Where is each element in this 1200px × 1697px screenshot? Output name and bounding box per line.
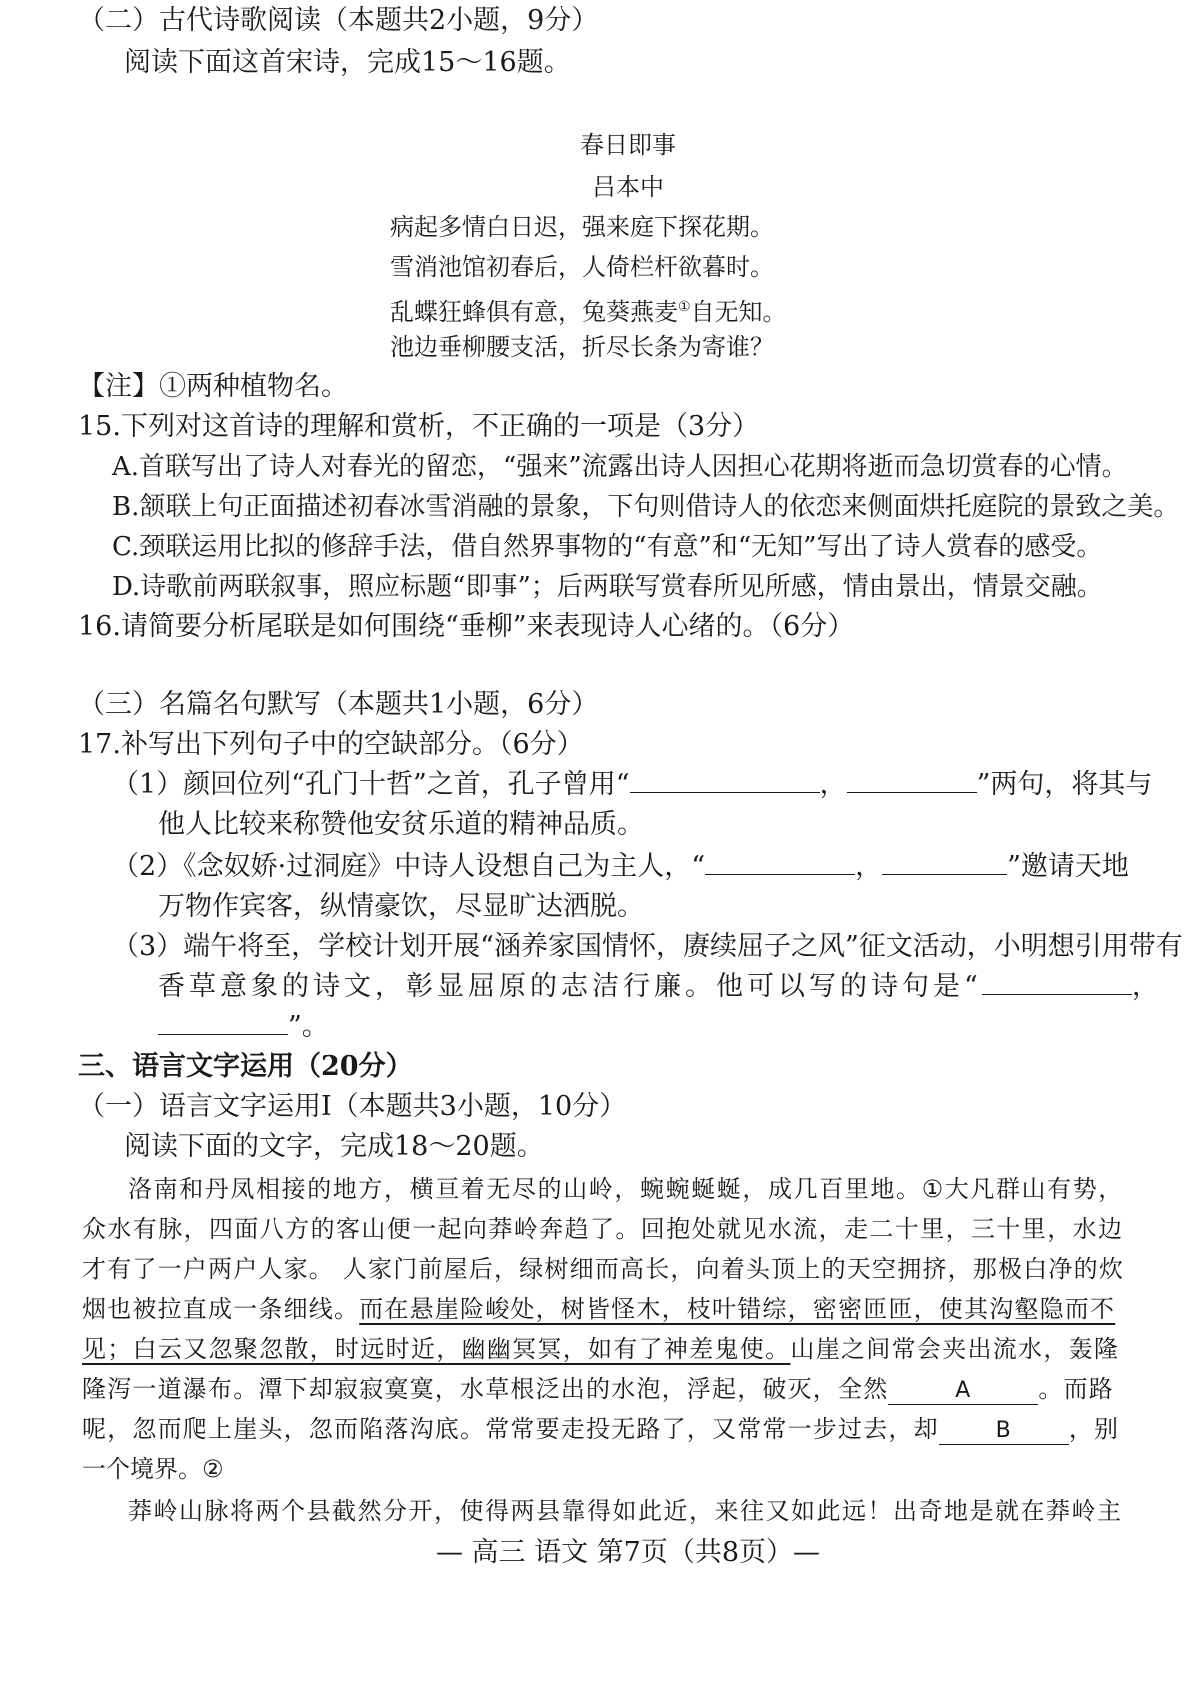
answer-blank-1a[interactable]	[630, 770, 820, 793]
answer-blank-2a[interactable]	[705, 852, 855, 875]
passage-line-6-text: 隆泻一道瀑布。潭下却寂寂寞寞，水草根泛出的水泡，浮起，破灭，全然	[82, 1375, 889, 1403]
q17-3-text-c: ”。	[288, 1011, 329, 1042]
question-15-stem: 15.下列对这首诗的理解和赏析，不正确的一项是（3分）	[78, 411, 760, 442]
part-heading-language-use: 三、语言文字运用（20分）	[78, 1051, 413, 1082]
poem-note: 【注】①两种植物名。	[78, 371, 348, 402]
passage-line-3: 才有了一户两户人家。 人家门前屋后，绿树细而高长，向着头顶上的天空拥挤，那极白净的炊	[82, 1255, 1125, 1283]
passage-line-4-text: 烟也被拉直成一条细线。	[82, 1295, 360, 1323]
poem-line-2: 雪消池馆初春后，人倚栏杆欲暮时。	[390, 253, 774, 281]
question-17-part-3-cont	[158, 970, 1163, 1004]
answer-blank-3b[interactable]	[158, 1012, 288, 1035]
passage-line-5	[82, 1332, 1119, 1366]
q17-2-comma: ，	[855, 851, 883, 882]
footnote-marker: ①	[678, 299, 691, 315]
passage-line-6	[82, 1372, 1114, 1406]
q17-2-text-b: ”邀请天地	[1007, 851, 1129, 882]
poem-title: 春日即事	[580, 131, 676, 159]
question-17-stem: 17.补写出下列句子中的空缺部分。（6分）	[78, 729, 584, 760]
q17-1-comma: ，	[819, 769, 847, 800]
question-17-part-3-end	[158, 1010, 329, 1044]
q17-2-text-a: （2）《念奴娇·过洞庭》中诗人设想自己为主人，“	[112, 851, 706, 882]
q17-3-text-b: 香草意象的诗文，彰显屈原的志洁行廉。他可以写的诗句是“	[158, 971, 982, 1002]
passage-line-5-text: 山崖之间常会夹出流水，轰隆	[790, 1335, 1120, 1363]
passage-line-7-end: ，别	[1068, 1415, 1120, 1443]
q17-1-text-b: ”两句，将其与	[976, 769, 1153, 800]
poem-line-4: 池边垂柳腰支活，折尽长条为寄谁？	[390, 333, 774, 361]
passage-line-4	[82, 1292, 1115, 1326]
passage-line-7	[82, 1412, 1119, 1446]
answer-blank-2b[interactable]	[882, 852, 1007, 875]
question-15-option-c: C.颈联运用比拟的修辞手法，借自然界事物的“有意”和“无知”写出了诗人赏春的感受。	[112, 532, 1103, 562]
poem-instruction: 阅读下面这首宋诗，完成15～16题。	[124, 47, 571, 78]
poem-line-3	[390, 290, 787, 329]
passage-line-9: 莽岭山脉将两个县截然分开，使得两县靠得如此近，来往又如此远！出奇地是就在莽岭主	[128, 1497, 1123, 1525]
question-16: 16.请简要分析尾联是如何围绕“垂柳”来表现诗人心绪的。（6分）	[78, 611, 855, 642]
underlined-sentence-part-1: 而在悬崖险峻处，树皆怪木，枝叶错综，密密匝匝，使其沟壑隐而不	[359, 1295, 1116, 1323]
page-footer: — 高三 语文 第7页（共8页）—	[435, 1537, 821, 1568]
poem-author: 吕本中	[592, 173, 664, 201]
question-17-part-2-cont: 万物作宾客，纵情豪饮，尽显旷达洒脱。	[158, 891, 644, 922]
poem-line-3-part-b: 自无知。	[690, 298, 787, 326]
answer-blank-1b[interactable]	[847, 770, 977, 793]
section-heading-poetry: （二）古代诗歌阅读（本题共2小题，9分）	[78, 5, 599, 36]
poem-line-3-part-a: 乱蝶狂蜂俱有意，兔葵燕麦	[390, 298, 678, 326]
passage-line-2: 众水有脉，四面八方的客山便一起向莽岭奔趋了。回抱处就见水流，走二十里，三十里，水边	[82, 1215, 1124, 1243]
subsection-heading-language-1: （一）语言文字运用Ⅰ（本题共3小题，10分）	[78, 1091, 627, 1122]
q17-3-comma: ，	[1131, 971, 1163, 1002]
underlined-sentence-part-2: 见；白云又忽聚忽散，时远时近，幽幽冥冥，如有了神差鬼使。	[82, 1335, 791, 1363]
question-17-part-3: （3）端午将至，学校计划开展“涵养家国情怀，赓续屈子之风”征文活动，小明想引用带有	[112, 931, 1183, 962]
poem-line-1: 病起多情白日迟，强来庭下探花期。	[390, 213, 774, 241]
question-15-option-d: D.诗歌前两联叙事，照应标题“即事”；后两联写赏春所见所感，情由景出，情景交融。	[112, 572, 1103, 602]
blank-b[interactable]: B	[939, 1418, 1069, 1445]
question-17-part-1	[112, 768, 1152, 802]
question-17-part-2	[112, 850, 1129, 884]
passage-line-8: 一个境界。②	[82, 1455, 224, 1483]
question-15-option-b: B.颔联上句正面描述初春冰雪消融的景象，下句则借诗人的依恋来侧面烘托庭院的景致之美。	[112, 492, 1180, 522]
blank-a[interactable]: A	[888, 1378, 1038, 1405]
q17-1-text-a: （1）颜回位列“孔门十哲”之首，孔子曾用“	[112, 769, 630, 800]
passage-line-1: 洛南和丹凤相接的地方，横亘着无尽的山岭，蜿蜿蜒蜒，成几百里地。①大凡群山有势，	[128, 1175, 1124, 1203]
passage-line-7-text: 呢，忽而爬上崖头，忽而陷落沟底。常常要走投无路了，又常常一步过去，却	[82, 1415, 939, 1443]
passage-line-6-end: 。而路	[1038, 1375, 1115, 1403]
question-15-option-a: A.首联写出了诗人对春光的留恋，“强来”流露出诗人因担心花期将逝而急切赏春的心情。	[112, 452, 1128, 482]
answer-blank-3a[interactable]	[982, 972, 1132, 995]
question-17-part-1-cont: 他人比较来称赞他安贫乐道的精神品质。	[158, 809, 644, 840]
passage-instruction: 阅读下面的文字，完成18～20题。	[124, 1131, 544, 1162]
section-heading-dictation: （三）名篇名句默写（本题共1小题，6分）	[78, 689, 599, 720]
